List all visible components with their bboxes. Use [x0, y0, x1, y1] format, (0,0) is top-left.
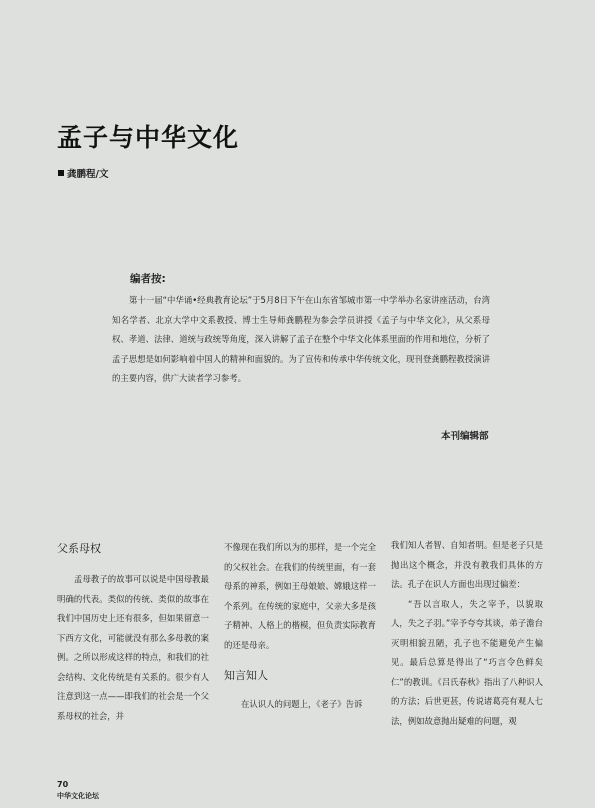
column-2-paragraph-1: 不像现在我们所以为的那样，是一个完全的父权社会。在我们的传统里面，有一套母系的神系，例如王母娘娘、嫦娥这样一个系列。在传统的家庭中，父亲大多是孩子精神、人格上的楷模，但负责实际教育的还是母亲。 [224, 542, 376, 650]
square-bullet-icon [58, 170, 64, 176]
column-2 [224, 538, 376, 715]
editor-note-signature: 本刊编辑部 [441, 431, 489, 442]
editor-note-heading: 编者按: [130, 273, 166, 285]
article-title: 孟子与中华文化 [57, 123, 240, 152]
section-heading-father-mother: 父系母权 [57, 542, 101, 555]
editor-note-body: 第十一届“中华诵•经典教育论坛”于5月8日下午在山东省邹城市第一中学举办名家讲座活动，台湾知名学者、北京大学中文系教授、博士生导师龚鹏程为参会学员讲授《孟子与中华文化》，从父系母权、孝道、法律、道统与政统等角度，深入讲解了孟子在整个中华文化体系里面的作用和地位，分析了孟子思想是如何影响着中国人的精神和面貌的。为了宣传和传承中华传统文化，现刊登龚鹏程教授演讲的主要内容，供广大读者学习参考。 [112, 295, 490, 383]
byline [58, 166, 108, 180]
column-1 [57, 536, 209, 726]
column-2-paragraph-2: 在认识人的问题上，《老子》告诉 [241, 699, 363, 709]
column-3-paragraph-2: “吾以言取人，失之宰予，以貌取人，失之子羽。”宰予夸夸其谈，弟子澹台灭明相貌丑陋，孔子也不能避免产生偏见。最后总算是得出了“巧言令色鲜矣仁”的教训。《吕氏春秋》指出了八种识人的方法；后世更甚，传说诸葛亮有观人七法，例如故意抛出疑难的问题，观 [391, 598, 543, 726]
column-1-paragraph: 孟母教子的故事可以说是中国母教最明确的代表。类似的传统、类似的故事在我们中国历史上还有很多，但如果留意一下西方文化，可能就没有那么多母教的案例。之所以形成这样的特点，和我们的社会结构、文化传统是有关系的。很少有人注意到这一点——即我们的社会是一个父系母权的社会，并 [57, 574, 209, 721]
section-heading-know-words: 知言知人 [224, 669, 268, 682]
byline-text: 龚鹏程/文 [67, 169, 109, 180]
page-number: 70 [57, 780, 69, 789]
magazine-logo: 中华文化论坛 [57, 791, 99, 800]
column-3 [391, 536, 543, 731]
column-3-paragraph-1: 我们知人者智、自知者明。但是老子只是抛出这个概念，并没有教我们具体的方法。孔子在识人方面也出现过偏差： [391, 540, 543, 589]
